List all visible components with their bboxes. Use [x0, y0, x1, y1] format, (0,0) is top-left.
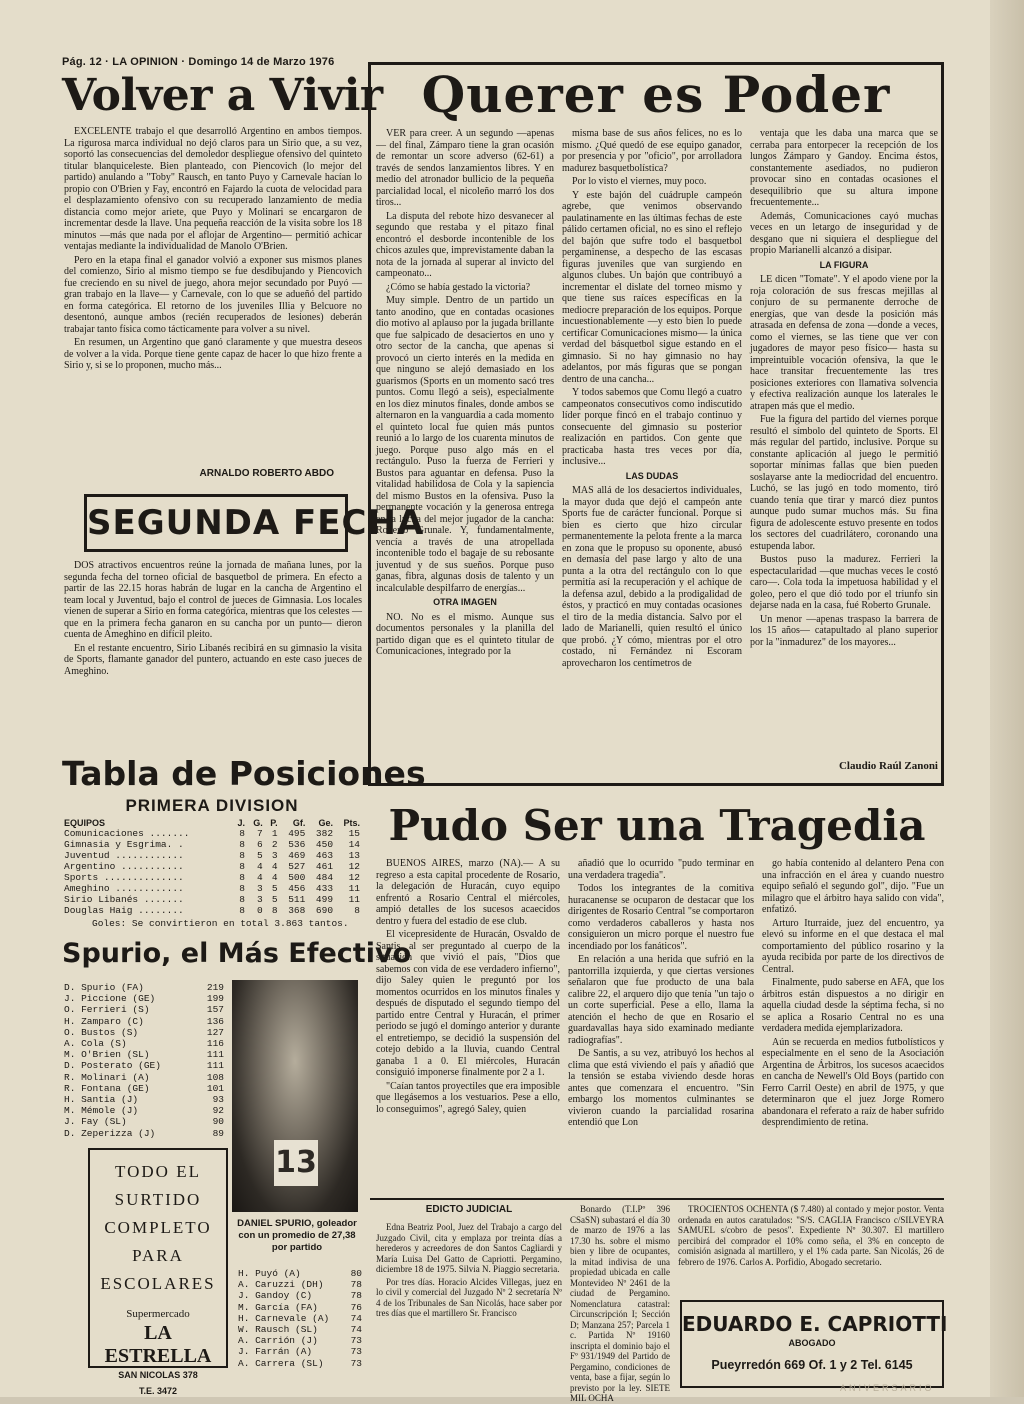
scorer-points: 111: [206, 1049, 224, 1061]
querer-paragraph: Bustos puso la madurez. Ferrieri la espectacularidad —que muchas veces le costó caro—. Cola toda la impetuosa habilidad y el goleo, pero el que dió todo por el triunfo sin dejarse nada en la casa, fué Roberto Grunale.: [750, 554, 938, 611]
segunda-title: SEGUNDA FECHA: [87, 503, 425, 543]
scorer-name: D. Posterato (GE): [64, 1060, 161, 1072]
scorer-points: 89: [212, 1127, 224, 1139]
ad-slogan-line: PARA: [132, 1246, 184, 1265]
querer-paragraph: VER para creer. A un segundo —apenas— del final, Zámparo tiene la gran ocasión de remontar un score adverso (62-61) a través de sendos lanzamientos libres. Y en medio del atronador bullicio de la pequeña parcialidad local, el nicoleño marró los dos tiros...: [376, 128, 554, 208]
stat-cell: 8: [239, 839, 245, 850]
tabla-goles: Goles: Se convirtieron en total 3.863 tantos.: [92, 918, 349, 929]
team-name-cell: Sports ..............: [64, 872, 184, 883]
ad-store-name: LA ESTRELLA: [104, 1322, 212, 1367]
volver-paragraph: En resumen, un Argentino que ganó claramente y que muestra deseos de volver a la vida. Porque tiene gente capaz de hacer lo que hizo frente a Sirio y, si se lo proponen, mucho más...: [64, 337, 362, 371]
stat-cell: 536: [288, 839, 306, 850]
list-item: [64, 1094, 224, 1105]
ad-lawyer-name: EDUARDO E. CAPRIOTTI: [682, 1312, 948, 1336]
stat-cell: 5: [271, 883, 278, 894]
photo-caption: DANIEL SPURIO, goleador con un promedio de 27,38 por partido: [237, 1218, 357, 1253]
list-item: [238, 1335, 362, 1346]
tragedia-title-box: [370, 796, 944, 856]
col-header: Ge.: [318, 818, 334, 828]
tragedia-paragraph: BUENOS AIRES, marzo (NA).— A su regreso a esta capital procedente de Rosario, la delegación de Huracán, cuyo equipo enfrentó a Rosario Central el miércoles, ampió detalles de los sucesos acaecidos dentro y fuera del estadio de ese club.: [376, 858, 560, 927]
ad-subtitle: Supermercado: [126, 1308, 190, 1320]
scorer-name: A. Carrera (SL): [238, 1357, 324, 1369]
querer-paragraph: La disputa del rebote hizo desvanecer al segundo que restaba y el pitazo final encontró el desborde incontenible de los chicos azules que, imprevistamente daban la nota de la jornada al superar al invicto del campeonato...: [376, 210, 554, 279]
querer-paragraph: LE dicen "Tomate". Y el apodo viene por la roja coloración de sus frescas mejillas al conjuro de su permanente derroche de energías, que van desde la posición más atrasada en defensa de zona —donde a veces, como el viernes, se las tiene que ver con jugadores de mayor peso físico— hasta su impreintuible vocación ofensiva, la que le hace transitar frecuentemente las tres posiciones exteriores con llamativa solvencia y efectiva realización aunque los laterales le atrapen más que el medio.: [750, 274, 938, 412]
positions-table-body: [62, 828, 362, 916]
team-name-cell: Juventud ............: [64, 850, 184, 861]
stat-cell: 8: [239, 828, 245, 839]
ad-slogan-line: TODO EL: [115, 1162, 201, 1181]
spurio-title-box: [62, 934, 412, 974]
list-item: [64, 1072, 224, 1083]
ad-slogan-line: ESCOLARES: [100, 1274, 216, 1293]
stat-cell: 2: [271, 839, 278, 850]
stat-cell: 7: [257, 828, 263, 839]
player-photo: [232, 980, 358, 1212]
edicto-paragraph: TROCIENTOS OCHENTA ($ 7.480) al contado y mejor postor. Venta ordenada en autos caratulados: "S/S. CAGLIA Francisco c/SILVEYRA SAMUEL s/cobro de pesos". Expediente Nº 30.307. El martillero percibirá del comprador el 10% como seña, el 3% en concepto de comisión asignada al martillero, y el 1% cada parte. San Nicolás, 26 de febrero de 1976. Carlos A. Porfidio, Abogado secretario.: [678, 1204, 944, 1267]
volver-byline: ARNALDO ROBERTO ABDO: [199, 468, 334, 479]
table-row: [62, 872, 362, 883]
stat-cell: 690: [315, 905, 334, 916]
querer-title-box: [372, 66, 940, 124]
stat-cell: 8: [354, 905, 360, 916]
page-folio: Pág. 12 · LA OPINION · Domingo 14 de Marzo 1976: [62, 56, 335, 68]
segunda-paragraph: DOS atractivos encuentros reúne la jornada de mañana lunes, por la segunda fecha del torneo oficial de basquetbol de primera. En efecto a partir de las 22.15 horas habrán de lugar en la cancha de Argentino el team local y Juventud, bajo el control de jueces de Gimnasia. Los locales vienen de superar a Sirio en forma categórica, mientras que los celestes —que en la primera fecha ganaron en su cancha por un punto— dieron cuenta de Ameghino en difícil pleito.: [64, 560, 362, 640]
scorer-points: 199: [206, 993, 224, 1005]
scorer-points: 90: [212, 1116, 224, 1128]
querer-paragraph: Y todos sabemos que Comu llegó a cuatro campeonatos consecutivos como indiscutido líder porque fincó en el trabajo continuo y consecuente del gimnasio su posterior realización en partidos. Con gente que practicaba hasta tres veces por día, inclusive...: [562, 387, 742, 467]
edicto-paragraph: Por tres días. Horacio Alcides Villegas, juez en lo civil y comercial del Juzgado Nº 2 secretaría Nº 4 de los Tribunales de San Nicolás, hace saber por tres días que el martillero Sr. Francisco: [376, 1276, 562, 1318]
scorer-points: 73: [350, 1357, 362, 1369]
ad-slogan-line: SURTIDO: [114, 1190, 202, 1209]
stat-cell: 463: [315, 850, 334, 861]
querer-paragraph: misma base de sus años felices, no es lo mismo. ¿Qué quedó de ese equipo ganador, por presencia y por "oficio", por arrolladora madurez basquetbolística?: [562, 128, 742, 174]
tragedia-paragraph: añadió que lo ocurrido "pudo terminar en una verdadera tragedia".: [568, 858, 754, 881]
stat-cell: 8: [239, 872, 245, 883]
stat-cell: 500: [288, 872, 306, 883]
scorer-points: 76: [350, 1301, 362, 1313]
col-header: EQUIPOS: [64, 818, 106, 828]
scorer-points: 136: [206, 1015, 224, 1027]
scorer-points: 116: [206, 1038, 224, 1050]
tragedia-paragraph: En relación a una herida que sufrió en la pantorrilla izquierda, y que ciertas versiones señalaron que fue producto de una bala calibre 22, el arquero dijo que tenía "un tajo o un corte superficial. Pese a ello, llama la atención el hecho de que en Rosario el guardavallas haya sido examinado mediante radiografías".: [568, 954, 754, 1046]
scorer-name: J. Farrán (A): [238, 1346, 313, 1358]
tragedia-paragraph: Arturo Iturraide, juez del encuentro, ya elevó su informe en el que destaca el mal comportamiento del público rosarino y la ayuda recibida por parte de los directivos de Central.: [762, 917, 944, 975]
querer-paragraph: Fue la figura del partido del viernes porque resultó el símbolo del quinteto de Sports. El más regular del partido, inclusive. Porque su constante aplicación al juego le permitió soportar mínimas fallas que bien pueden soslayarse ante la mediocridad del encuentro. Luchó, se las jugó en todo momento, tiró cuando tenía que tirar y marcó diez puntos aunque pudo sumar muchos más. Su fina figura de adolescente estuvo presente en todos los sectores del cuadrilátero, coronando una estupenda labor.: [750, 414, 938, 552]
stat-cell: 527: [288, 861, 306, 872]
col-header: J.: [237, 818, 245, 828]
list-item: [64, 993, 224, 1004]
stat-cell: 495: [288, 828, 306, 839]
scorer-name: O. Bustos (S): [64, 1026, 139, 1038]
ad-capriotti: [680, 1300, 948, 1388]
scorer-name: H. Santia (J): [64, 1094, 139, 1106]
stat-cell: 433: [315, 883, 334, 894]
stat-cell: 4: [271, 861, 278, 872]
col-header: Gf.: [292, 818, 306, 828]
scorer-points: 108: [206, 1071, 224, 1083]
team-name-cell: Argentino ...........: [64, 861, 184, 872]
stat-cell: 11: [348, 894, 360, 905]
edicto-paragraph: Edna Beatriz Pool, Juez del Trabajo a cargo del Juzgado Civil, cita y emplaza por treinta días a herederos y acreedores de don Santos Cagliardi y María Luisa Del Gatto de Capriotti. Pergamino, diciembre 18 de 1975. Silvia N. Piaggio secretaria.: [376, 1222, 562, 1274]
stat-cell: 8: [239, 905, 245, 916]
scorer-name: M. García (FA): [238, 1301, 318, 1313]
scorer-points: 92: [212, 1105, 224, 1117]
list-item: [238, 1324, 362, 1335]
list-item: [64, 1105, 224, 1116]
querer-paragraph: Y este bajón del cuádruple campeón agrebe, que venimos observando paulatinamente en las últimas fechas de este pálido certamen oficial, no es sino el reflejo del bajón que sufre todo el basquetbol pergaminense, a despecho de las escasas figuras juveniles que van surgiendo en algunos clubes. Un bajón que contribuyó a incrementar el dislate del torneo mismo y que tiene sus raíces específicas en la mediocre preparación de los equipos. Porque incuestionablemente —y esto bien lo puede certificar Comunicaciones mismo— la única verdad del básquetbol sigue estando en el gimnasio. Si no hay gimnasio no hay adelantos, por más figuras que se pongan dentro de una cancha...: [562, 189, 742, 385]
edicto-column-2: [570, 1204, 670, 1403]
scorers-list-continued: [238, 1268, 362, 1388]
stat-cell: 368: [288, 905, 306, 916]
scorer-name: J. Fay (SL): [64, 1116, 127, 1128]
scorer-points: 127: [206, 1026, 224, 1038]
edicto-paragraph: Bonardo (T.I.Pº 396 CSaSN) subastará el día 30 de marzo de 1976 a las 17.30 hs. sobre el mismo bien y libre de ocupantes, la mitad indivisa de una propiedad ubicada en calle Montevideo Nº 2461 de la ciudad de Pergamino. Nomenclatura catastral: Circunscripción I; Sección D; Manzana 257; Parcela 1 c. Partida Nº 19160 inscripta el dominio bajo el Fº 931/1949 del Partido de Pergamino, condiciones de venta, base a fijar, según lo previsto por la ley. SIETE MIL OCHA: [570, 1204, 670, 1403]
stat-cell: 499: [315, 894, 334, 905]
tragedia-title: Pudo Ser una Tragedia: [388, 801, 926, 850]
tragedia-paragraph: De Santis, a su vez, atribuyó los hechos al clima que está viviendo el país y añadió que la tensión se estaba viviendo desde horas antes que comenzara el encuentro. "Sin embargo los momentos culminantes se vivieron cuando la parcialidad rosarina entendió que Lon: [568, 1048, 754, 1128]
table-row: [62, 883, 362, 894]
stat-cell: 12: [348, 861, 360, 872]
volver-paragraph: EXCELENTE trabajo el que desarrolló Argentino en ambos tiempos. La rigurosa marca individual no dejó claros para un Sirio que, a su vez, soportó las consecuencias del demoledor despliegue ofensivo del quinteto titular blanquiceleste. Bien planteado, con Piencovich (lo mejor del partido) anulando a "Toby" Rausch, en tanto Puyo y Carnevale hacían lo propio con O'Brien y Fay, encontró en Fajardo la cuota de velocidad para el desplazamiento ofensivo con su recuperado lanzamiento de media distancia como mejor ariete, que Puyo y Molinari se encargaron de incrementar desde la llave. Una pequeña reacción de la visita sobre los 18 minutos —más que nada por el aflojar de Argentino— permitió achicar ventajas mediante la individualidad de Manolo O'Brien.: [64, 126, 362, 252]
team-name-cell: Douglas Haig ........: [64, 905, 184, 916]
stat-cell: 8: [239, 861, 245, 872]
scorer-points: 73: [350, 1346, 362, 1358]
col-header: G.: [253, 818, 263, 828]
team-name-cell: Gimnasia y Esgrima. .: [64, 839, 184, 850]
volver-article: [64, 126, 362, 466]
stat-cell: 3: [257, 883, 263, 894]
querer-byline: Claudio Raúl Zanoni: [838, 760, 938, 772]
list-item: [238, 1302, 362, 1313]
team-name-cell: Ameghino ............: [64, 883, 184, 894]
team-name-cell: Sirio Libanés .......: [64, 894, 184, 905]
list-item: [64, 1049, 224, 1060]
stat-cell: 8: [271, 905, 278, 916]
edicto-column-1: [376, 1222, 562, 1392]
stat-cell: 511: [288, 894, 306, 905]
table-row: [62, 839, 362, 850]
list-item: [64, 1038, 224, 1049]
stat-cell: 4: [271, 872, 278, 883]
scorer-points: 78: [350, 1290, 362, 1302]
querer-paragraph: NO. No es el mismo. Aunque sus documentos personales y la planilla del partido digan que es el quinteto titular de Comunicaciones, integrado por la: [376, 611, 554, 657]
stat-cell: 15: [348, 828, 360, 839]
spurio-title: Spurio, el Más Efectivo: [62, 938, 412, 969]
table-row: [62, 861, 362, 872]
scorer-name: J. Piccione (GE): [64, 993, 156, 1005]
edicto-column-3: [678, 1204, 944, 1296]
list-item: [238, 1313, 362, 1324]
ad-lawyer-address: Pueyrredón 669 Of. 1 y 2 Tel. 6145: [711, 1358, 913, 1372]
querer-title: Querer es Poder: [421, 65, 891, 124]
table-header-row: [62, 818, 362, 828]
querer-subhead: OTRA IMAGEN: [433, 597, 497, 607]
positions-table: [62, 818, 362, 916]
list-item: [238, 1268, 362, 1279]
scorer-points: 157: [206, 1004, 224, 1016]
list-item: [64, 982, 224, 993]
list-item: [64, 1060, 224, 1071]
ad-slogan-line: COMPLETO: [104, 1218, 212, 1237]
volver-paragraph: Pero en la etapa final el ganador volvió a exponer sus mismos planes del comienzo, Sirio al mismo tiempo se fue desdibujando y Piencovich fue creciendo en su nivel de juego, ahora mejor secundado por Puyó —gran trabajo en la llave— y Carnevale, con lo que se adueñó del partido en forma categórica. El retorno de los juveniles Illia y Belcuore no desentonó, aunque ambos (recién recuperados de lesiones) deberán trabajar tanto física como tácticamente para volver a su nivel.: [64, 254, 362, 335]
scorer-name: A. Carrión (J): [238, 1335, 318, 1347]
scorer-name: M. O'Brien (SL): [64, 1049, 150, 1061]
tabla-title-box: [62, 752, 426, 796]
stat-cell: 456: [288, 883, 306, 894]
ad-address: SAN NICOLAS 378: [118, 1370, 198, 1380]
list-item: [238, 1358, 362, 1369]
edicto-title: EDICTO JUDICIAL: [425, 1204, 513, 1215]
list-item: [64, 1128, 224, 1139]
stat-cell: 0: [257, 905, 263, 916]
scorer-name: O. Ferrieri (S): [64, 1004, 150, 1016]
scorer-name: H. Puyó (A): [238, 1268, 301, 1279]
col-header: P.: [270, 818, 278, 828]
segunda-article: [64, 560, 362, 750]
list-item: [238, 1290, 362, 1301]
stat-cell: 469: [288, 850, 306, 861]
stat-cell: 5: [271, 894, 278, 905]
querer-subhead: LA FIGURA: [819, 259, 869, 270]
list-item: [238, 1279, 362, 1290]
querer-column-2: [562, 128, 742, 780]
querer-column-1: [376, 128, 554, 780]
tragedia-column-2: [568, 858, 754, 1196]
scorer-points: 219: [206, 982, 224, 993]
volver-title-box: [62, 70, 383, 122]
tabla-division: PRIMERA DIVISION: [125, 796, 299, 815]
stat-cell: 461: [315, 861, 334, 872]
querer-paragraph: Por lo visto el viernes, muy poco.: [572, 176, 707, 187]
stat-cell: 8: [239, 894, 245, 905]
querer-paragraph: ventaja que les daba una marca que se cerraba para entorpecer la recepción de los lungos Zámparo y Gandoy. Encima éstos, constantemente asediados, no pudieron provocar sino en contadas ocasiones el desequilibrio que su altura impone frecuentemente...: [750, 128, 938, 208]
stat-cell: 484: [315, 872, 334, 883]
list-item: [64, 1027, 224, 1038]
stat-cell: 382: [315, 828, 334, 839]
ad-phone: T.E. 3472: [138, 1386, 178, 1396]
section-rule: [370, 1198, 944, 1200]
scorer-name: R. Fontana (GE): [64, 1082, 150, 1094]
list-item: [64, 1004, 224, 1015]
scorer-name: R. Molinari (A): [64, 1071, 150, 1083]
segunda-title-box: [84, 494, 425, 552]
list-item: [64, 1116, 224, 1127]
team-name-cell: Comunicaciones .......: [64, 828, 190, 839]
stat-cell: 8: [239, 883, 245, 894]
table-row: [62, 905, 362, 916]
tragedia-column-1: [376, 858, 560, 1196]
tragedia-paragraph: "Caían tantos proyectiles que era imposible que llegásemos a los vestuarios. Pese a ello, lo conseguimos", agregó Saley, quien: [376, 1080, 560, 1115]
scorer-points: 111: [206, 1060, 224, 1072]
querer-paragraph: Además, Comunicaciones cayó muchas veces en un letargo de inseguridad y de desgano que ni siquiera el despliegue del propio Marianelli alcanzó a disipar.: [750, 210, 938, 256]
page-fold-shadow: [990, 0, 1024, 1397]
stat-cell: 3: [271, 850, 278, 861]
stat-cell: 3: [257, 894, 263, 905]
stat-cell: 8: [239, 850, 245, 861]
stat-cell: 4: [257, 872, 263, 883]
list-item: [64, 1083, 224, 1094]
col-header: Pts.: [343, 818, 360, 828]
ad-la-estrella: [88, 1148, 228, 1396]
querer-column-3: [750, 128, 938, 758]
stat-cell: 11: [348, 883, 360, 894]
tabla-title: Tabla de Posiciones: [62, 754, 426, 793]
scorer-name: A. Caruzzi (DH): [238, 1279, 324, 1291]
tabla-table-box: [62, 818, 362, 930]
stat-cell: 14: [348, 839, 360, 850]
table-row: [62, 894, 362, 905]
stat-cell: 450: [315, 839, 334, 850]
scorer-points: 73: [350, 1335, 362, 1347]
scorer-name: H. Carnevale (A): [238, 1312, 330, 1324]
scorer-name: W. Rausch (SL): [238, 1324, 318, 1336]
scorer-name: J. Gandoy (C): [238, 1290, 313, 1302]
scorer-points: 78: [350, 1279, 362, 1291]
watermark-text: ANIVERSARIO: [840, 1383, 935, 1393]
stat-cell: 1: [271, 828, 278, 839]
scorers-list: [64, 982, 224, 1142]
list-item: [238, 1346, 362, 1357]
volver-title: Volver a Vivir: [62, 70, 383, 121]
ad-slogan: [90, 1158, 226, 1298]
stat-cell: 5: [257, 850, 263, 861]
scorer-points: 74: [350, 1312, 362, 1324]
stat-cell: 12: [348, 872, 360, 883]
tragedia-paragraph: Todos los integrantes de la comitiva huracanense se ocuparon de destacar que los dirigentes de Rosario Central "se comportaron como verdaderos caballeros y hasta nos consiguieron un micro porque el nuestro fue incendiado por los fanáticos".: [568, 883, 754, 952]
stat-cell: 4: [257, 861, 263, 872]
table-row: [62, 828, 362, 839]
scorer-points: 80: [350, 1268, 362, 1279]
stat-cell: 6: [257, 839, 263, 850]
scorer-name: D. Spurio (FA): [64, 982, 144, 993]
ad-lawyer-role: ABOGADO: [788, 1338, 836, 1348]
tragedia-column-3: [762, 858, 944, 1196]
scorer-name: A. Cola (S): [64, 1038, 127, 1050]
querer-subhead: LAS DUDAS: [625, 470, 679, 481]
scorer-points: 74: [350, 1324, 362, 1336]
list-item: [64, 1016, 224, 1027]
scorer-name: D. Zeperizza (J): [64, 1127, 156, 1139]
scorer-name: H. Zamparo (C): [64, 1015, 144, 1027]
tragedia-paragraph: Aún se recuerda en medios futbolísticos y especialmente en el seno de la Asociación Argentina de Árbitros, los sucesos acaecidos en cancha de Newell's Old Boys (partido con Ferro Carril Oeste) en abril de 1975, y que determinaron que el juez Jorge Romero abandonara el referato a raíz de haber sufrido desprendimiento de retina.: [762, 1036, 944, 1128]
scorer-points: 93: [212, 1094, 224, 1106]
querer-paragraph: ¿Cómo se había gestado la victoria?: [386, 281, 531, 293]
scorer-points: 101: [206, 1082, 224, 1094]
segunda-paragraph: En el restante encuentro, Sirio Libanés recibirá en su gimnasio la visita de Sports, flamante ganador del puntero, actuando en este caso jueces de Ameghino.: [64, 642, 362, 677]
tragedia-paragraph: Finalmente, pudo saberse en AFA, que los árbitros están dispuestos a no dirigir en aquella ciudad desde la séptima fecha, si no se aplica a Rosario Central no es una verdadera medida ejemplarizadora.: [762, 977, 944, 1034]
querer-paragraph: Un menor —apenas traspaso la barrera de los 15 años— catapultado al plano superior por la "inmadurez" de los mayores...: [750, 613, 938, 648]
tragedia-paragraph: El vicepresidente de Huracán, Osvaldo de Santis, al ser preguntado al cuerpo de la situación que vivió el país, "Dios que sabemos con vida de ese verdadero infierno", dijo Saley quien le preguntó por los momentos ocurridos en los minutos finales y después de disputado el segundo tiempo del partido entre Central y Huracán, el primer periodo se jugó el domingo anterior y durante el entretiempo, se decidió la suspensión del cotejo debido a la lluvia, cuando Central ganaba 1 a 0. El miércoles, Huracán consiguió imponerse finalmente por 2 a 1.: [376, 929, 560, 1078]
querer-paragraph: Muy simple. Dentro de un partido un tanto anodino, que en contadas ocasiones dio motivo al aplauso por la jugada brillante que fue salpicado de desaciertos en uno y otro sector de la cancha, que apenas si provocó un cierto interés en la medida en que ninguno se alejó demasiado en los guarismos (Sports en un momento sacó tres puntos. Comu llegó a seis), especialmente en los diez minutos finales, donde ambos se alternaron en la vanguardia a cada momento el quinteto local fue quien más puntos reunió a lo largo de los cuarenta minutos de juego. Porque puso algo más en el rectángulo. Puso la fuerza de Ferrieri y Bustos para aguantar en defensa. Puso la vitalidad habilidosa de Cola y la sapiencia del mismo Bustos en la ofensiva. Puso la permanente vocación y la generosa entrega en la lucha del mejor jugador de la cancha: Roberto Grunale. Y, fundamentalmente, vencía a través de una atropellada incontenible todo el bagaje de su rebosante juventud y de sus sueños. Porque puso ganas, fibra, algunas dosis de talento y un incalculable despilfarro de energías...: [376, 295, 554, 594]
querer-paragraph: MAS allá de los desaciertos individuales, la mayor duda que dejó el campeón ante Sports fue de carácter funcional. Porque si bien es cierto que hizo circular permanentemente la pelota frente a la marca en zona que le propuso su oponente, abusó en demasía del pase largo y alto de una punta a la otra del rectángulo con lo que permitía así la recuperación y el achique de la defensa azul, debido a la prodigalidad de éstos, y practicó en muy contadas ocasiones el tiro de la media distancia. Salvo por el lado de Marianelli, quien resultó el único que probó. ¿Y cómo, mientras por el otro costado, ni Fernández ni Escoram aprovecharon los centímetros de: [562, 485, 742, 669]
scorer-name: M. Mémole (J): [64, 1105, 139, 1117]
jersey-number: 13: [274, 1140, 318, 1186]
stat-cell: 13: [348, 850, 360, 861]
table-row: [62, 850, 362, 861]
tragedia-paragraph: go había contenido al delantero Pena con una infracción en el área y cuando nuestro equipo señaló el segundo gol", dijo. "Fue un milagro que el árbitro haya salido con vida", enfatizó.: [762, 858, 944, 915]
